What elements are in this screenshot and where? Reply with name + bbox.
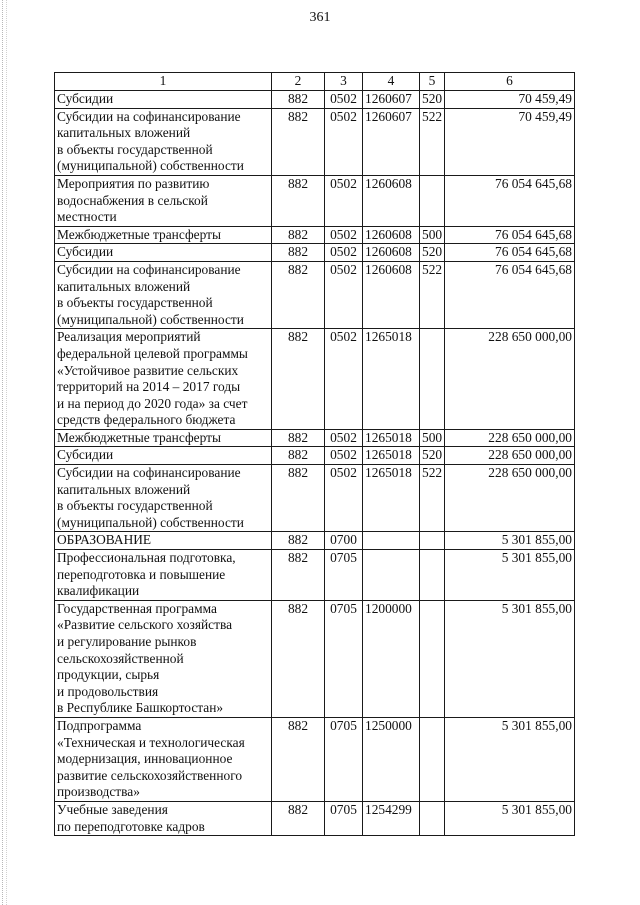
row-type-code: 500	[420, 429, 445, 447]
row-amount: 5 301 855,00	[445, 717, 575, 801]
row-target-code: 1250000	[363, 717, 420, 801]
row-type-code	[420, 801, 445, 835]
row-type-code: 522	[420, 465, 445, 532]
row-section-code: 0502	[325, 226, 363, 244]
row-amount: 76 054 645,68	[445, 244, 575, 262]
row-name-cell	[55, 175, 272, 226]
row-name-line: «Техническая и технологическая	[57, 734, 245, 750]
row-name-line: Учебные заведения	[57, 801, 168, 817]
row-name-line: в Республике Башкортостан»	[57, 700, 224, 716]
table-row	[55, 329, 575, 430]
row-name-line: Субсидии на софинансирование	[57, 108, 241, 124]
row-name-line: капитальных вложений	[57, 278, 191, 294]
row-name-line: территорий на 2014 – 2017 годы	[57, 379, 241, 395]
table-row	[55, 108, 575, 175]
row-type-code	[420, 532, 445, 550]
table-row	[55, 175, 575, 226]
row-target-code: 1260608	[363, 261, 420, 328]
row-amount: 70 459,49	[445, 108, 575, 175]
row-name-line: «Развитие сельского хозяйства	[57, 617, 233, 633]
row-type-code: 520	[420, 244, 445, 262]
row-target-code: 1260607	[363, 91, 420, 109]
row-amount: 5 301 855,00	[445, 600, 575, 717]
header-row	[55, 73, 575, 91]
row-name-line: переподготовка и повышение	[57, 566, 226, 582]
row-target-code: 1265018	[363, 447, 420, 465]
row-section-code: 0502	[325, 91, 363, 109]
row-type-code	[420, 600, 445, 717]
row-name-cell	[55, 329, 272, 430]
row-target-code: 1260607	[363, 108, 420, 175]
row-name-line: Межбюджетные трансферты	[57, 226, 221, 242]
table-row	[55, 261, 575, 328]
row-name-line: в объекты государственной	[57, 141, 213, 157]
row-name-line: развитие сельскохозяйственного	[57, 767, 243, 783]
row-amount: 228 650 000,00	[445, 329, 575, 430]
table-row	[55, 226, 575, 244]
row-section-code: 0502	[325, 465, 363, 532]
row-section-code: 0502	[325, 261, 363, 328]
row-target-code: 1265018	[363, 429, 420, 447]
row-target-code: 1260608	[363, 226, 420, 244]
row-name-line: (муниципальной) собственности	[57, 311, 244, 327]
row-name-cell	[55, 600, 272, 717]
row-name-line: и на период до 2020 года» за счет	[57, 395, 248, 411]
row-name-cell	[55, 465, 272, 532]
row-amount: 228 650 000,00	[445, 465, 575, 532]
row-section-code: 0502	[325, 447, 363, 465]
row-type-code	[420, 550, 445, 601]
row-name-cell	[55, 717, 272, 801]
row-name-line: средств федерального бюджета	[57, 412, 236, 428]
row-name-line: и регулирование рынков	[57, 634, 197, 649]
table-row	[55, 801, 575, 835]
row-target-code: 1260608	[363, 175, 420, 226]
row-name-line: «Устойчивое развитие сельских	[57, 362, 239, 378]
row-amount: 5 301 855,00	[445, 532, 575, 550]
row-amount: 76 054 645,68	[445, 175, 575, 226]
row-target-code	[363, 550, 420, 601]
budget-table	[54, 72, 575, 836]
row-name-line: Профессиональная подготовка,	[57, 550, 236, 566]
row-admin-code: 882	[272, 244, 325, 262]
row-name-cell	[55, 550, 272, 601]
table-header	[55, 73, 575, 91]
table-body	[55, 91, 575, 836]
row-target-code: 1265018	[363, 329, 420, 430]
row-admin-code: 882	[272, 226, 325, 244]
row-admin-code: 882	[272, 717, 325, 801]
row-target-code: 1260608	[363, 244, 420, 262]
row-name-cell	[55, 429, 272, 447]
row-name-cell	[55, 108, 272, 175]
row-amount: 5 301 855,00	[445, 550, 575, 601]
row-admin-code: 882	[272, 550, 325, 601]
row-name-line: Субсидии	[57, 447, 114, 463]
row-name-line: Субсидии	[57, 91, 114, 106]
row-name-line: местности	[57, 209, 117, 225]
row-admin-code: 882	[272, 600, 325, 717]
row-name-line: по переподготовке кадров	[57, 818, 205, 834]
row-admin-code: 882	[272, 532, 325, 550]
row-name-line: модернизация, инновационное	[57, 751, 233, 767]
table-row	[55, 91, 575, 109]
table-row	[55, 532, 575, 550]
col-header-target: 4	[363, 73, 420, 91]
table-row	[55, 550, 575, 601]
col-header-section: 3	[325, 73, 363, 91]
table-row	[55, 465, 575, 532]
row-section-code: 0705	[325, 717, 363, 801]
row-name-line: и продовольствия	[57, 683, 159, 699]
row-section-code: 0502	[325, 429, 363, 447]
col-header-type: 5	[420, 73, 445, 91]
row-amount: 5 301 855,00	[445, 801, 575, 835]
table-row	[55, 717, 575, 801]
col-header-admin: 2	[272, 73, 325, 91]
row-type-code	[420, 329, 445, 430]
scan-left-edge	[2, 0, 7, 905]
row-section-code: 0502	[325, 175, 363, 226]
row-name-line: Межбюджетные трансферты	[57, 429, 221, 445]
row-type-code	[420, 175, 445, 226]
row-name-cell	[55, 447, 272, 465]
row-name-line: капитальных вложений	[57, 481, 191, 497]
row-admin-code: 882	[272, 329, 325, 430]
row-target-code: 1200000	[363, 600, 420, 717]
row-admin-code: 882	[272, 465, 325, 532]
row-name-line: в объекты государственной	[57, 498, 213, 514]
row-name-line: Субсидии	[57, 244, 114, 260]
row-name-line: квалификации	[57, 583, 140, 599]
row-name-line: ОБРАЗОВАНИЕ	[57, 532, 152, 548]
row-amount: 70 459,49	[445, 91, 575, 109]
row-admin-code: 882	[272, 261, 325, 328]
row-name-line: Подпрограмма	[57, 717, 142, 733]
row-admin-code: 882	[272, 429, 325, 447]
row-section-code: 0502	[325, 108, 363, 175]
row-amount: 76 054 645,68	[445, 226, 575, 244]
col-header-amount: 6	[445, 73, 575, 91]
col-header-name: 1	[55, 73, 272, 91]
table-row	[55, 600, 575, 717]
row-admin-code: 882	[272, 447, 325, 465]
row-section-code: 0705	[325, 801, 363, 835]
row-name-line: (муниципальной) собственности	[57, 158, 244, 174]
row-type-code: 522	[420, 261, 445, 328]
table-row	[55, 244, 575, 262]
row-name-line: в объекты государственной	[57, 295, 213, 311]
row-amount: 76 054 645,68	[445, 261, 575, 328]
row-admin-code: 882	[272, 108, 325, 175]
row-name-line: Мероприятия по развитию	[57, 175, 210, 191]
row-type-code	[420, 717, 445, 801]
row-type-code: 500	[420, 226, 445, 244]
row-name-cell	[55, 226, 272, 244]
row-type-code: 520	[420, 447, 445, 465]
row-section-code: 0502	[325, 329, 363, 430]
row-name-line: сельскохозяйственной	[57, 650, 184, 666]
row-target-code: 1254299	[363, 801, 420, 835]
row-admin-code: 882	[272, 801, 325, 835]
row-target-code: 1265018	[363, 465, 420, 532]
row-name-line: водоснабжения в сельской	[57, 192, 208, 208]
page-number: 361	[309, 10, 331, 25]
row-name-line: Государственная программа	[57, 600, 217, 616]
row-type-code: 520	[420, 91, 445, 109]
row-name-cell	[55, 532, 272, 550]
row-name-cell	[55, 244, 272, 262]
row-name-line: Субсидии на софинансирование	[57, 465, 241, 481]
row-name-line: производства»	[57, 784, 140, 800]
row-section-code: 0700	[325, 532, 363, 550]
table-row	[55, 447, 575, 465]
table-row	[55, 429, 575, 447]
row-name-line: федеральной целевой программы	[57, 345, 248, 361]
row-admin-code: 882	[272, 91, 325, 109]
row-section-code: 0705	[325, 600, 363, 717]
row-name-cell	[55, 91, 272, 109]
row-amount: 228 650 000,00	[445, 429, 575, 447]
row-admin-code: 882	[272, 175, 325, 226]
row-target-code	[363, 532, 420, 550]
row-amount: 228 650 000,00	[445, 447, 575, 465]
row-name-line: (муниципальной) собственности	[57, 514, 244, 530]
row-name-cell	[55, 261, 272, 328]
row-type-code: 522	[420, 108, 445, 175]
row-name-line: капитальных вложений	[57, 125, 191, 141]
row-name-line: Субсидии на софинансирование	[57, 261, 241, 277]
row-section-code: 0705	[325, 550, 363, 601]
row-name-cell	[55, 801, 272, 835]
row-name-line: продукции, сырья	[57, 667, 160, 683]
row-section-code: 0502	[325, 244, 363, 262]
row-name-line: Реализация мероприятий	[57, 329, 201, 345]
